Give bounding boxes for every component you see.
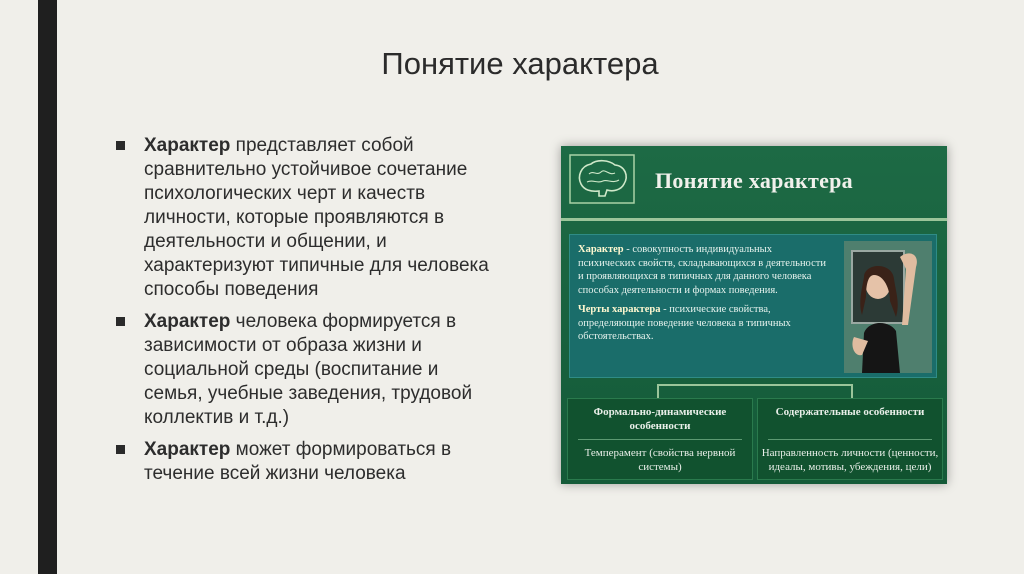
square-bullet-icon bbox=[116, 141, 125, 150]
slide-title: Понятие характера bbox=[381, 46, 659, 81]
brain-icon bbox=[569, 154, 635, 204]
bullet-text: представляет собой сравнительно устойчивое сочетание психологических черт и качеств личности, которые проявляются в деятельности и общении, и характеризуют типичные для человека способы поведения bbox=[144, 135, 489, 300]
connector-line bbox=[657, 384, 659, 398]
figure-header bbox=[561, 146, 947, 221]
content-features-box bbox=[757, 398, 943, 480]
divider bbox=[768, 439, 932, 440]
bullet-keyword: Характер bbox=[144, 135, 231, 156]
bullet-text: человека формируется в зависимости от образа жизни и социальной среды (воспитание и семья, учебные заведения, трудовой коллектив и т.д.) bbox=[144, 311, 473, 428]
bullet-keyword: Характер bbox=[144, 439, 231, 460]
formal-dynamic-box bbox=[567, 398, 753, 480]
divider bbox=[578, 439, 742, 440]
definition-box bbox=[569, 234, 937, 378]
connector-line bbox=[657, 384, 853, 386]
square-bullet-icon bbox=[116, 317, 125, 326]
square-bullet-icon bbox=[116, 445, 125, 454]
woman-photo-illustration bbox=[844, 241, 932, 373]
column-heading: Формально-динамические особенности bbox=[593, 406, 727, 432]
bullet-item bbox=[116, 310, 496, 430]
definition-body: - совокупность индивидуальных психических свойств, складывающихся в деятельности и проявляющихся в типичных для данного человека способах деятельности и формах поведения. bbox=[578, 244, 826, 296]
bullet-item bbox=[116, 134, 496, 302]
definition-keyword: Черты характера bbox=[578, 304, 661, 315]
left-accent-bar bbox=[38, 0, 57, 574]
connector-line bbox=[851, 384, 853, 398]
bullet-text: может формироваться в течение всей жизни человека bbox=[144, 439, 452, 484]
column-body: Направленность личности (ценности, идеалы, мотивы, убеждения, цели) bbox=[761, 447, 939, 473]
definition-body: - психические свойства, определяющие поведение человека в типичных обстоятельствах. bbox=[578, 304, 791, 342]
bullet-item bbox=[116, 438, 496, 486]
bullet-keyword: Характер bbox=[144, 311, 231, 332]
bullet-list bbox=[116, 134, 496, 494]
definition-text bbox=[578, 243, 830, 350]
definition-keyword: Характер bbox=[578, 244, 624, 255]
column-body: Темперамент (свойства нервной системы) bbox=[584, 447, 736, 473]
figure-title: Понятие характера bbox=[655, 168, 853, 193]
column-heading: Содержательные особенности bbox=[775, 406, 925, 418]
character-concept-image bbox=[561, 146, 947, 484]
